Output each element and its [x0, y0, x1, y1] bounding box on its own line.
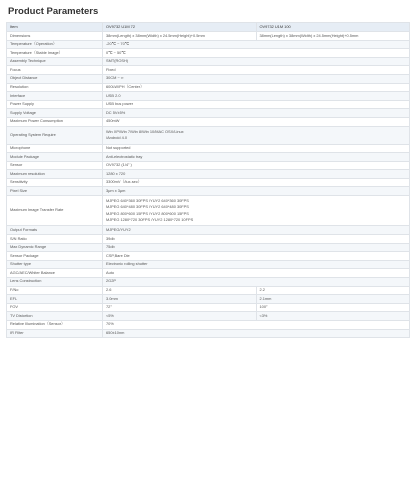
- table-row: [7, 32, 410, 41]
- table-row: [7, 178, 410, 187]
- row-label: Operating System Require: [7, 126, 103, 144]
- table-row: [7, 57, 410, 66]
- row-label: AGC/AEC/Whiter Balance: [7, 269, 103, 278]
- row-value: 2G2P: [103, 277, 410, 286]
- row-value: 3.0mm: [103, 295, 257, 304]
- row-label: Relative Illumination（Sensor）: [7, 320, 103, 329]
- row-value: DC 5V±5%: [103, 109, 410, 118]
- row-label: Supply Voltage: [7, 109, 103, 118]
- row-value: Electronic rolling shutter: [103, 260, 410, 269]
- row-label: Maximum Power Consumption: [7, 117, 103, 126]
- row-label: S/N Ratio: [7, 235, 103, 244]
- table-row: [7, 109, 410, 118]
- row-label: Maximum Image Transfer Rate: [7, 196, 103, 226]
- parameters-table: [6, 22, 410, 338]
- header-model-72: OV9732 U1M 72: [103, 23, 257, 32]
- row-value: 75db: [103, 243, 410, 252]
- table-row: [7, 226, 410, 235]
- row-value-line: MJPEG 640*480 30FPS /YUY2 640*480 30FPS: [106, 204, 189, 210]
- row-value: USB 2.0: [103, 92, 410, 101]
- row-label: IR Filter: [7, 329, 103, 338]
- table-row: [7, 329, 410, 338]
- table-row: [7, 303, 410, 312]
- table-row: [7, 126, 410, 144]
- row-value-line: Win XP/Win 7/Win 8/Win 10/MAC OSX/Linux: [106, 128, 184, 134]
- table-row: [7, 312, 410, 321]
- table-row: [7, 235, 410, 244]
- table-row: [7, 277, 410, 286]
- table-row: [7, 74, 410, 83]
- row-value: 0℃ ~ 50℃: [103, 49, 410, 58]
- row-label: Output Formats: [7, 226, 103, 235]
- table-row: [7, 187, 410, 196]
- row-value: 600LW/PH（Center）: [103, 83, 410, 92]
- row-value: [103, 126, 410, 144]
- row-label: EFL: [7, 295, 103, 304]
- row-label: Sensitivity: [7, 178, 103, 187]
- row-value: Not supported: [103, 144, 410, 153]
- row-value: 70%: [103, 320, 410, 329]
- table-row: [7, 320, 410, 329]
- table-row: [7, 100, 410, 109]
- row-value-line: /Android 4.0: [106, 134, 127, 140]
- row-value: Fixed: [103, 66, 410, 75]
- row-label: Focus: [7, 66, 103, 75]
- row-value: 2.1mm: [256, 295, 410, 304]
- table-row: [7, 66, 410, 75]
- row-label: Sensor Package: [7, 252, 103, 261]
- row-label: Power Supply: [7, 100, 103, 109]
- row-value: SMT(ROSH): [103, 57, 410, 66]
- row-value: OV9732 (1/4" ): [103, 161, 410, 170]
- header-model-100: OV9732 U1M 100: [256, 23, 410, 32]
- table-row: [7, 252, 410, 261]
- parameters-table-body: [7, 23, 410, 338]
- table-row: [7, 83, 410, 92]
- row-value: 72°: [103, 303, 257, 312]
- row-label: Maximum resolution: [7, 170, 103, 179]
- row-label: Shutter type: [7, 260, 103, 269]
- row-label: F/No: [7, 286, 103, 295]
- row-label: FOV: [7, 303, 103, 312]
- row-value: USB bus power: [103, 100, 410, 109]
- table-row: [7, 153, 410, 162]
- row-value: 2.2: [256, 286, 410, 295]
- row-label: Max Dynamic Range: [7, 243, 103, 252]
- table-row: [7, 286, 410, 295]
- row-label: Interface: [7, 92, 103, 101]
- page-title: Product Parameters: [8, 6, 99, 17]
- row-value: [103, 196, 410, 226]
- row-value: 38mm(Length) x 38mm(Width) x 24.5mm(Height)+0.5mm: [256, 32, 410, 41]
- table-row: [7, 161, 410, 170]
- row-value: 38mm(Length) x 38mm(Width) x 24.5mm(Height)+0.5mm: [103, 32, 257, 41]
- row-value: 30CM ~ ∞: [103, 74, 410, 83]
- row-value: CSP,Bare Die: [103, 252, 410, 261]
- row-value: 2.6: [103, 286, 257, 295]
- table-row: [7, 196, 410, 226]
- row-value: 100°: [256, 303, 410, 312]
- row-label: Temperature（Stable Image）: [7, 49, 103, 58]
- row-value: 3300mV（/lux-sec）: [103, 178, 410, 187]
- row-label: Resolution: [7, 83, 103, 92]
- row-value: Anti-electrostatic tray: [103, 153, 410, 162]
- row-value: 650±10nm: [103, 329, 410, 338]
- row-label: Object Distance: [7, 74, 103, 83]
- row-label: Assembly Technique: [7, 57, 103, 66]
- row-value: Auto: [103, 269, 410, 278]
- table-row: [7, 243, 410, 252]
- table-row: [7, 92, 410, 101]
- row-value: 3μm x 3μm: [103, 187, 410, 196]
- row-value: <3%: [256, 312, 410, 321]
- table-header-row: [7, 23, 410, 32]
- row-value-line: MJPEG 640*360 30FPS /YUY2 640*360 30FPS: [106, 198, 189, 204]
- row-value: -20℃ ~ 70℃: [103, 40, 410, 49]
- row-label: Sensor: [7, 161, 103, 170]
- table-row: [7, 117, 410, 126]
- row-label: Dimensions: [7, 32, 103, 41]
- row-label: Pixel Size: [7, 187, 103, 196]
- row-label: Lens Construction: [7, 277, 103, 286]
- table-row: [7, 269, 410, 278]
- table-row: [7, 144, 410, 153]
- table-row: [7, 260, 410, 269]
- row-value: 450mW: [103, 117, 410, 126]
- header-item: Item: [7, 23, 103, 32]
- row-value-line: MJPEG 1280*720 30FPS /YUY2 1280*720 10FPS: [106, 216, 194, 222]
- row-label: Temperature（Operation）: [7, 40, 103, 49]
- row-label: Microphone: [7, 144, 103, 153]
- row-value: 1280 x 720: [103, 170, 410, 179]
- row-value: <5%: [103, 312, 257, 321]
- table-row: [7, 40, 410, 49]
- row-label: TV Distortion: [7, 312, 103, 321]
- table-row: [7, 170, 410, 179]
- row-label: Module Package: [7, 153, 103, 162]
- table-row: [7, 49, 410, 58]
- row-value: 39db: [103, 235, 410, 244]
- table-row: [7, 295, 410, 304]
- row-value: MJPEG/YUY2: [103, 226, 410, 235]
- row-value-line: MJPEG 800*600 15FPS /YUY2 800*600 15FPS: [106, 210, 189, 216]
